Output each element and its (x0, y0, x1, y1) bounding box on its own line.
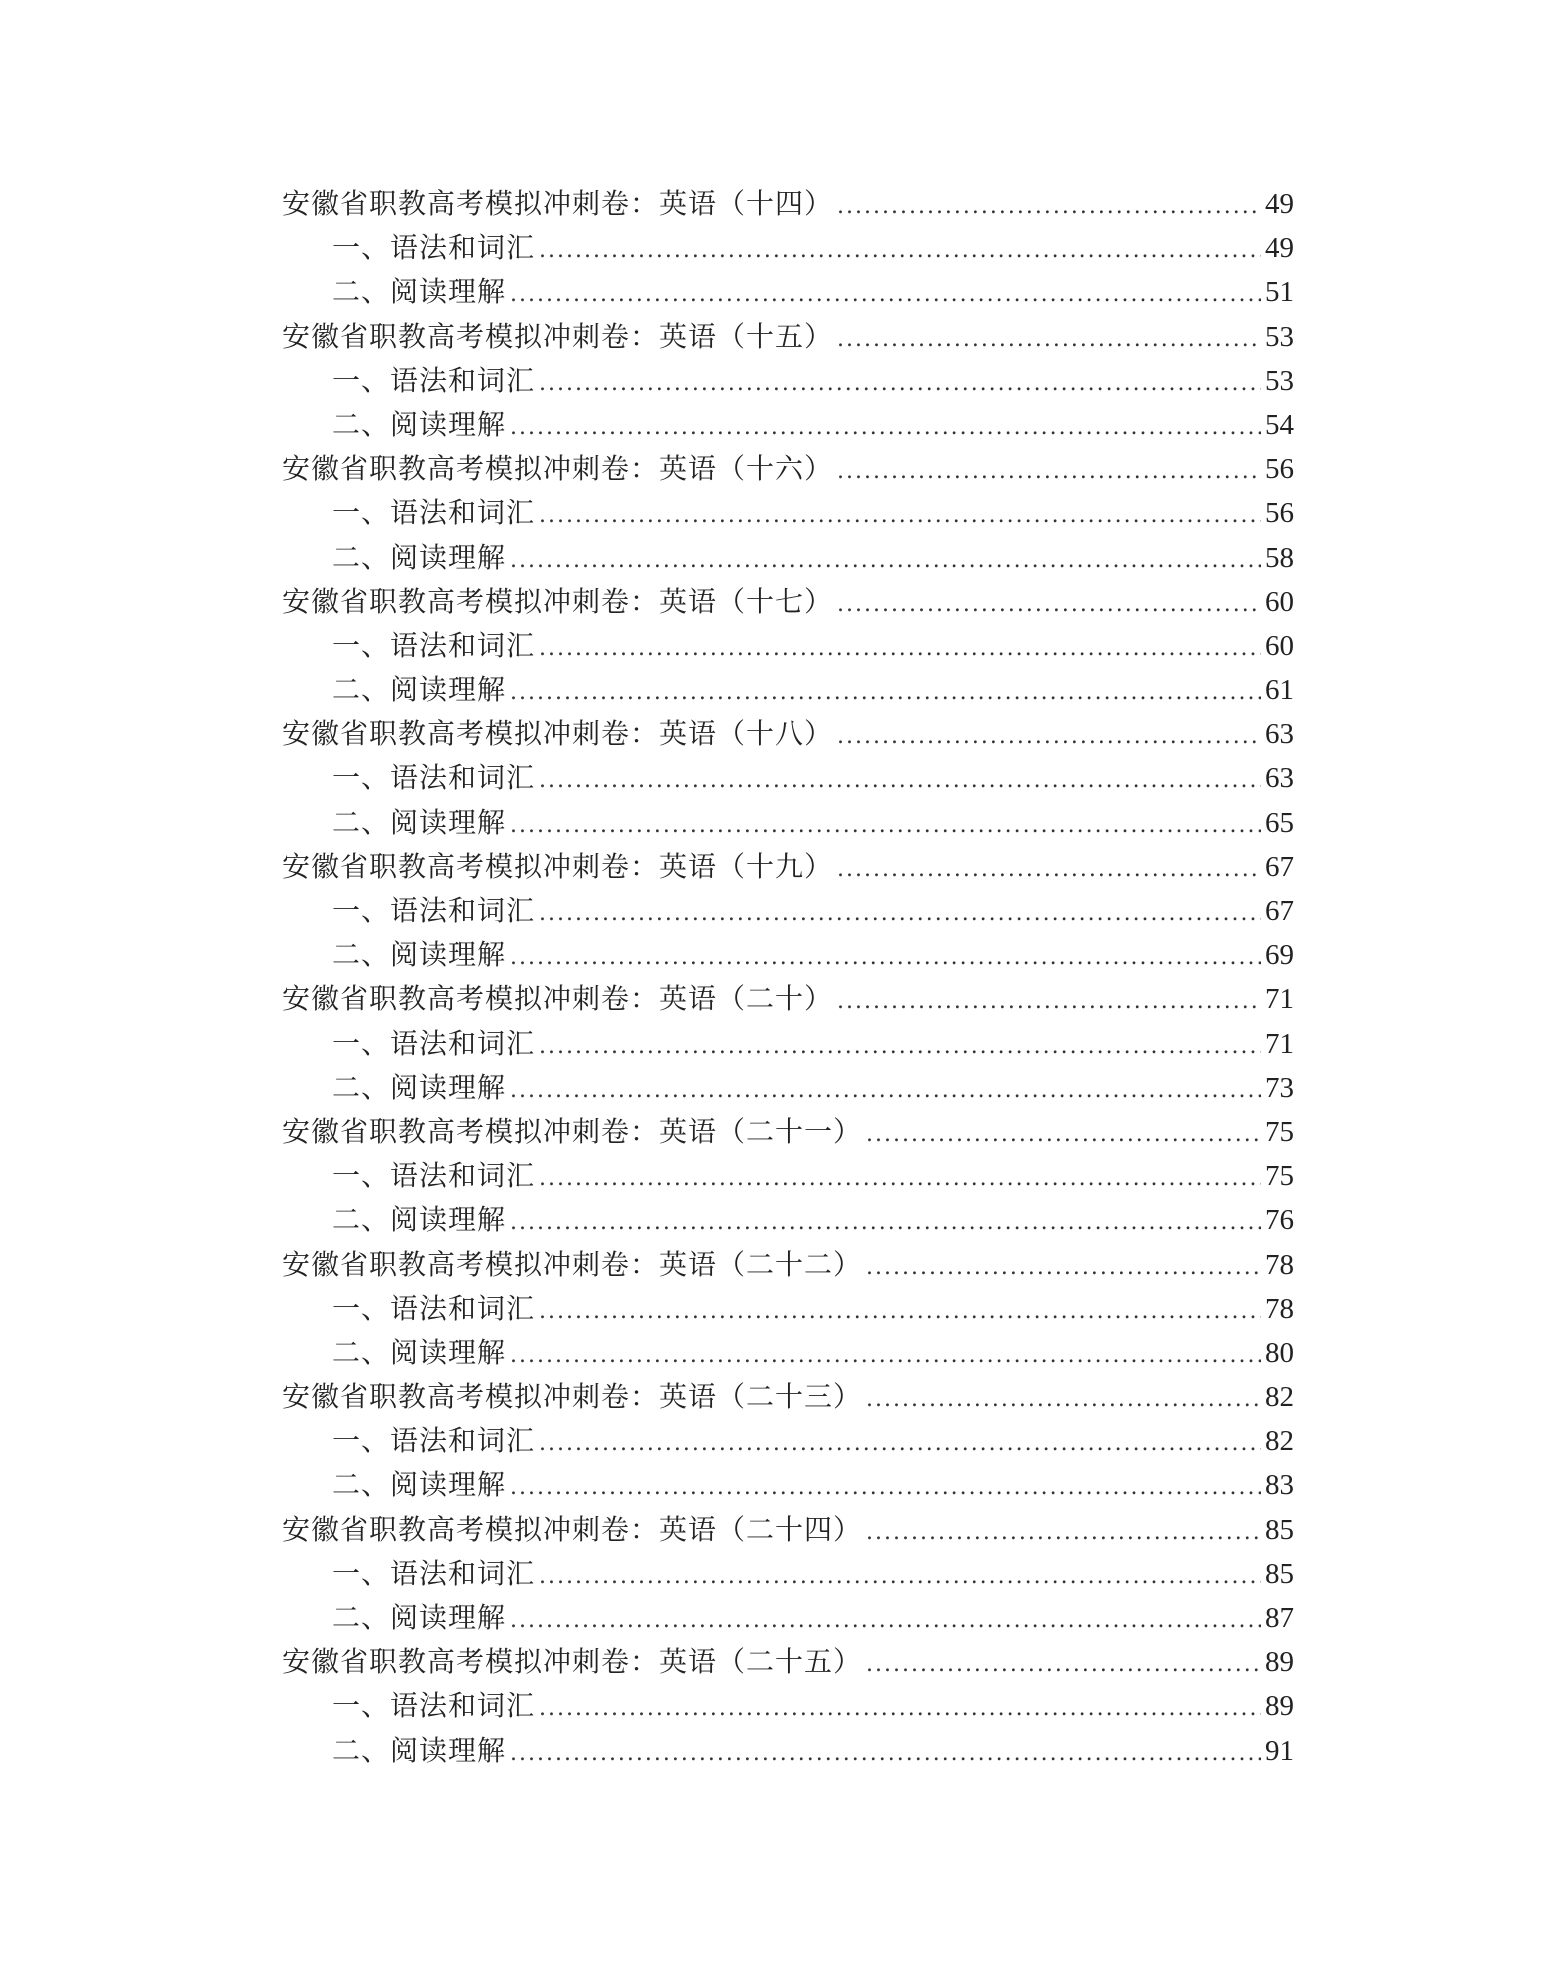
toc-entry-page-number: 69 (1265, 939, 1294, 972)
toc-entry-chapter[interactable] (282, 315, 1294, 359)
toc-entry-section[interactable] (282, 801, 1294, 845)
toc-entry-page-number: 78 (1265, 1248, 1294, 1281)
toc-entry-title: 安徽省职教高考模拟冲刺卷：英语（十六） (282, 452, 834, 486)
toc-entry-page-number: 80 (1265, 1336, 1294, 1369)
toc-entry-page-number: 60 (1265, 585, 1294, 618)
toc-entry-chapter[interactable] (282, 1508, 1294, 1552)
toc-entry-page-number: 71 (1265, 1027, 1294, 1060)
toc-entry-title: 安徽省职教高考模拟冲刺卷：英语（十七） (282, 584, 834, 618)
toc-entry-title: 二、阅读理解 (332, 1335, 507, 1369)
toc-entry-chapter[interactable] (282, 447, 1294, 491)
toc-entry-page-number: 85 (1265, 1513, 1294, 1546)
toc-entry-page-number: 82 (1265, 1381, 1294, 1414)
toc-entry-chapter[interactable] (282, 712, 1294, 756)
toc-dot-leader (510, 1069, 1261, 1113)
toc-entry-page-number: 85 (1265, 1557, 1294, 1590)
toc-dot-leader (837, 715, 1261, 759)
toc-entry-section[interactable] (282, 1154, 1294, 1198)
toc-dot-leader (510, 936, 1261, 980)
table-of-contents (282, 182, 1294, 1773)
toc-entry-page-number: 75 (1265, 1115, 1294, 1148)
toc-dot-leader (837, 318, 1261, 362)
toc-entry-title: 一、语法和词汇 (332, 894, 536, 927)
toc-entry-section[interactable] (282, 1596, 1294, 1640)
toc-entry-page-number: 82 (1265, 1425, 1294, 1458)
toc-dot-leader (866, 1378, 1261, 1422)
toc-dot-leader (866, 1643, 1261, 1687)
toc-entry-page-number: 56 (1265, 497, 1294, 530)
toc-entry-chapter[interactable] (282, 845, 1294, 889)
toc-entry-section[interactable] (282, 1287, 1294, 1331)
toc-entry-chapter[interactable] (282, 977, 1294, 1021)
toc-dot-leader (837, 583, 1261, 627)
toc-entry-page-number: 51 (1265, 276, 1294, 309)
toc-dot-leader (539, 759, 1261, 803)
toc-dot-leader (539, 494, 1261, 538)
toc-entry-chapter[interactable] (282, 1110, 1294, 1154)
toc-entry-title: 安徽省职教高考模拟冲刺卷：英语（十五） (282, 319, 834, 353)
toc-entry-title: 二、阅读理解 (332, 1601, 507, 1634)
toc-entry-page-number: 87 (1265, 1602, 1294, 1634)
toc-entry-section[interactable] (282, 1463, 1294, 1507)
toc-entry-title: 二、阅读理解 (332, 938, 507, 972)
toc-entry-page-number: 67 (1265, 895, 1294, 927)
toc-entry-title: 安徽省职教高考模拟冲刺卷：英语（二十二） (282, 1247, 863, 1281)
toc-entry-title: 安徽省职教高考模拟冲刺卷：英语（十八） (282, 717, 834, 751)
toc-entry-page-number: 75 (1265, 1160, 1294, 1193)
toc-entry-title: 安徽省职教高考模拟冲刺卷：英语（二十一） (282, 1114, 863, 1148)
toc-entry-title: 一、语法和词汇 (332, 761, 536, 795)
toc-entry-chapter[interactable] (282, 580, 1294, 624)
toc-entry-section[interactable] (282, 668, 1294, 712)
toc-entry-title: 二、阅读理解 (332, 1203, 507, 1237)
toc-entry-section[interactable] (282, 756, 1294, 800)
toc-entry-title: 二、阅读理解 (332, 1070, 507, 1104)
toc-dot-leader (510, 1201, 1261, 1245)
toc-dot-leader (510, 273, 1261, 317)
toc-entry-page-number: 54 (1265, 408, 1294, 441)
toc-entry-title: 一、语法和词汇 (332, 1026, 536, 1060)
toc-dot-leader (837, 848, 1261, 892)
toc-entry-page-number: 65 (1265, 806, 1294, 839)
toc-entry-title: 安徽省职教高考模拟冲刺卷：英语（二十四） (282, 1512, 863, 1546)
toc-entry-chapter[interactable] (282, 182, 1294, 226)
toc-entry-page-number: 76 (1265, 1204, 1294, 1237)
toc-entry-chapter[interactable] (282, 1243, 1294, 1287)
toc-entry-title: 二、阅读理解 (332, 1733, 507, 1767)
toc-dot-leader (539, 1422, 1261, 1466)
toc-entry-section[interactable] (282, 491, 1294, 535)
toc-dot-leader (539, 627, 1261, 671)
toc-entry-section[interactable] (282, 1331, 1294, 1375)
toc-entry-section[interactable] (282, 270, 1294, 314)
toc-entry-section[interactable] (282, 403, 1294, 447)
toc-entry-title: 二、阅读理解 (332, 1468, 507, 1502)
toc-entry-title: 二、阅读理解 (332, 673, 507, 707)
toc-dot-leader (539, 362, 1261, 406)
toc-entry-page-number: 58 (1265, 541, 1294, 574)
toc-entry-chapter[interactable] (282, 1640, 1294, 1684)
toc-dot-leader (539, 1157, 1261, 1201)
toc-dot-leader (510, 804, 1261, 848)
toc-entry-section[interactable] (282, 933, 1294, 977)
toc-entry-chapter[interactable] (282, 1375, 1294, 1419)
toc-dot-leader (866, 1511, 1261, 1555)
toc-dot-leader (510, 1732, 1261, 1776)
toc-entry-page-number: 49 (1265, 188, 1294, 220)
toc-dot-leader (510, 671, 1261, 715)
toc-dot-leader (510, 539, 1261, 583)
toc-entry-page-number: 61 (1265, 674, 1294, 707)
toc-dot-leader (539, 229, 1261, 273)
toc-entry-title: 安徽省职教高考模拟冲刺卷：英语（二十五） (282, 1645, 863, 1679)
toc-entry-section[interactable] (282, 1022, 1294, 1066)
toc-dot-leader (866, 1246, 1261, 1290)
toc-entry-title: 一、语法和词汇 (332, 628, 536, 662)
toc-dot-leader (510, 1599, 1261, 1643)
toc-entry-title: 二、阅读理解 (332, 540, 507, 574)
toc-entry-section[interactable] (282, 1419, 1294, 1463)
toc-dot-leader (866, 1113, 1261, 1157)
toc-entry-section[interactable] (282, 359, 1294, 403)
toc-entry-title: 一、语法和词汇 (332, 496, 536, 530)
toc-entry-title: 二、阅读理解 (332, 275, 507, 309)
toc-entry-section[interactable] (282, 1729, 1294, 1773)
toc-entry-page-number: 63 (1265, 718, 1294, 751)
toc-dot-leader (510, 406, 1261, 450)
toc-entry-page-number: 56 (1265, 453, 1294, 486)
toc-entry-section[interactable] (282, 1066, 1294, 1110)
toc-entry-section[interactable] (282, 1684, 1294, 1728)
toc-entry-page-number: 67 (1265, 850, 1294, 883)
toc-dot-leader (539, 1555, 1261, 1599)
toc-entry-page-number: 78 (1265, 1292, 1294, 1325)
toc-dot-leader (539, 1687, 1261, 1731)
toc-entry-page-number: 49 (1265, 232, 1294, 265)
toc-entry-title: 二、阅读理解 (332, 805, 507, 839)
toc-entry-page-number: 53 (1265, 320, 1294, 353)
toc-entry-page-number: 83 (1265, 1469, 1294, 1502)
toc-dot-leader (539, 892, 1261, 936)
toc-entry-section[interactable] (282, 226, 1294, 270)
toc-dot-leader (539, 1025, 1261, 1069)
toc-entry-page-number: 91 (1265, 1734, 1294, 1767)
toc-entry-page-number: 63 (1265, 762, 1294, 795)
toc-entry-section[interactable] (282, 536, 1294, 580)
toc-entry-title: 一、语法和词汇 (332, 231, 536, 265)
toc-entry-title: 一、语法和词汇 (332, 1424, 536, 1458)
toc-entry-page-number: 71 (1265, 983, 1294, 1016)
toc-entry-title: 安徽省职教高考模拟冲刺卷：英语（十九） (282, 849, 834, 883)
toc-entry-section[interactable] (282, 889, 1294, 933)
toc-dot-leader (510, 1466, 1261, 1510)
toc-entry-title: 二、阅读理解 (332, 407, 507, 441)
toc-entry-page-number: 53 (1265, 364, 1294, 397)
toc-entry-title: 一、语法和词汇 (332, 1159, 536, 1193)
toc-entry-title: 一、语法和词汇 (332, 1556, 536, 1590)
toc-entry-page-number: 60 (1265, 629, 1294, 662)
toc-entry-page-number: 89 (1265, 1690, 1294, 1723)
toc-entry-title: 安徽省职教高考模拟冲刺卷：英语（十四） (282, 187, 834, 220)
toc-entry-title: 一、语法和词汇 (332, 1291, 536, 1325)
toc-entry-title: 安徽省职教高考模拟冲刺卷：英语（二十三） (282, 1380, 863, 1414)
toc-dot-leader (510, 1334, 1261, 1378)
toc-entry-title: 安徽省职教高考模拟冲刺卷：英语（二十） (282, 982, 834, 1016)
toc-entry-title: 一、语法和词汇 (332, 1689, 536, 1723)
toc-entry-title: 一、语法和词汇 (332, 363, 536, 397)
toc-dot-leader (837, 185, 1261, 229)
toc-dot-leader (837, 450, 1261, 494)
toc-entry-section[interactable] (282, 624, 1294, 668)
toc-entry-section[interactable] (282, 1198, 1294, 1242)
toc-dot-leader (837, 980, 1261, 1024)
toc-entry-section[interactable] (282, 1552, 1294, 1596)
toc-dot-leader (539, 1290, 1261, 1334)
toc-entry-page-number: 89 (1265, 1646, 1294, 1679)
toc-entry-page-number: 73 (1265, 1071, 1294, 1104)
